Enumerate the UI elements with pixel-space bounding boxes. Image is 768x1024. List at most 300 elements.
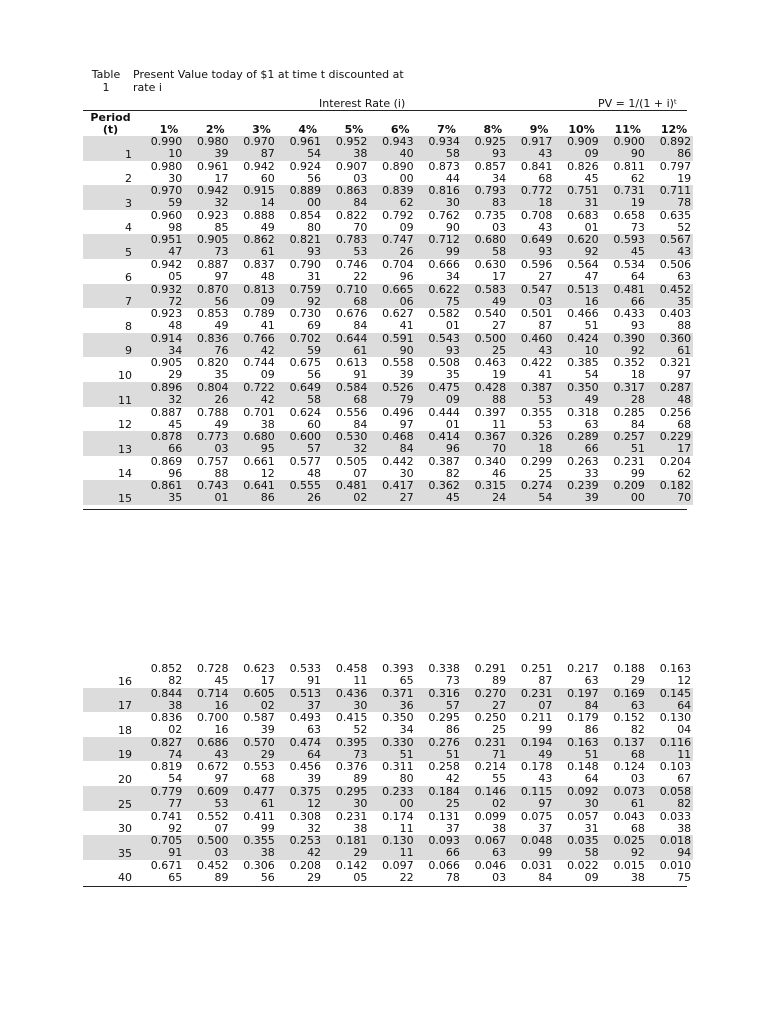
value-cell: 0.671 65 [150, 858, 183, 884]
value-cell: 0.043 68 [613, 809, 645, 835]
value-cell: 0.360 61 [647, 333, 693, 358]
value-cell: 0.137 68 [601, 737, 647, 762]
value-cell: 0.960 98 [150, 208, 183, 234]
value-cell: 0.146 02 [462, 786, 508, 811]
value-cell: 0.789 41 [243, 307, 275, 333]
value-cell: 0.870 56 [184, 284, 230, 309]
value-cell: 0.181 29 [323, 835, 369, 860]
value-cell: 0.475 09 [416, 382, 462, 407]
value-cell: 0.582 01 [428, 307, 460, 333]
value-cell: 0.591 90 [369, 333, 415, 358]
value-cell: 0.046 03 [474, 858, 507, 884]
value-cell: 0.863 84 [323, 185, 369, 210]
value-cell: 0.744 09 [243, 356, 275, 382]
value-cell: 0.142 05 [335, 858, 368, 884]
value-cell: 0.889 00 [277, 185, 323, 210]
value-cell: 0.229 17 [647, 431, 693, 456]
value-cell: 0.686 43 [184, 737, 230, 762]
value-cell: 0.513 16 [554, 284, 600, 309]
header-rule [83, 110, 687, 111]
value-cell: 0.731 19 [601, 185, 647, 210]
value-cell: 0.730 69 [289, 307, 322, 333]
value-cell: 0.208 29 [289, 858, 322, 884]
value-cell: 0.066 78 [428, 858, 460, 884]
value-cell: 0.367 70 [462, 431, 508, 456]
value-cell: 0.010 75 [659, 858, 692, 884]
value-cell: 0.567 43 [647, 234, 693, 259]
value-cell: 0.352 18 [613, 356, 645, 382]
value-cell: 0.493 63 [289, 711, 322, 737]
value-cell: 0.923 48 [150, 307, 183, 333]
value-cell: 0.179 86 [567, 711, 599, 737]
value-cell: 0.552 07 [197, 809, 229, 835]
period-cell: 35 [83, 835, 138, 860]
value-cell: 0.822 70 [335, 208, 368, 234]
value-cell: 0.355 38 [231, 835, 277, 860]
value-cell: 0.630 17 [474, 257, 507, 283]
table-row [83, 308, 693, 333]
value-cell: 0.804 26 [184, 382, 230, 407]
value-cell: 0.214 55 [474, 760, 507, 786]
value-cell: 0.970 59 [138, 185, 184, 210]
value-cell: 0.905 29 [150, 356, 183, 382]
value-cell: 0.258 42 [428, 760, 460, 786]
value-cell: 0.658 73 [613, 208, 645, 234]
value-cell: 0.583 49 [462, 284, 508, 309]
present-value-table-continued [83, 663, 693, 884]
value-cell: 0.924 56 [289, 159, 322, 185]
value-cell: 0.821 93 [277, 234, 323, 259]
table-row [83, 480, 693, 505]
table-row [83, 811, 693, 836]
value-cell: 0.231 38 [335, 809, 368, 835]
table-row [83, 761, 693, 786]
value-cell: 0.952 38 [323, 136, 369, 161]
rate-header: 7% [437, 123, 456, 136]
value-cell: 0.276 51 [416, 737, 462, 762]
table-row [83, 663, 693, 688]
value-cell: 0.018 94 [647, 835, 693, 860]
table-body-2 [83, 663, 693, 884]
value-cell: 0.741 92 [150, 809, 183, 835]
value-cell: 0.184 25 [416, 786, 462, 811]
value-cell: 0.837 48 [243, 257, 275, 283]
value-cell: 0.067 63 [462, 835, 508, 860]
value-cell: 0.783 53 [323, 234, 369, 259]
period-cell: 12 [118, 418, 132, 432]
value-cell: 0.048 99 [508, 835, 554, 860]
value-cell: 0.757 88 [197, 454, 229, 480]
value-cell: 0.627 41 [382, 307, 414, 333]
value-cell: 0.075 37 [520, 809, 553, 835]
value-cell: 0.792 09 [382, 208, 414, 234]
value-cell: 0.556 84 [335, 405, 368, 431]
value-cell: 0.097 22 [382, 858, 414, 884]
value-cell: 0.338 73 [428, 662, 460, 687]
table-row [83, 737, 693, 762]
value-cell: 0.194 49 [508, 737, 554, 762]
value-cell: 0.501 87 [520, 307, 553, 333]
table-row [83, 333, 693, 358]
value-cell: 0.584 68 [323, 382, 369, 407]
value-cell: 0.613 91 [335, 356, 368, 382]
value-cell: 0.233 00 [369, 786, 415, 811]
table-title: Present Value today of $1 at time t discounted at rate i [133, 68, 404, 94]
value-cell: 0.526 79 [369, 382, 415, 407]
table-header-row [83, 112, 693, 136]
period-cell: 11 [83, 382, 138, 407]
value-cell: 0.375 12 [277, 786, 323, 811]
value-cell: 0.577 48 [289, 454, 322, 480]
value-cell: 0.350 34 [382, 711, 414, 737]
value-cell: 0.163 12 [659, 662, 692, 687]
value-cell: 0.116 11 [647, 737, 693, 762]
value-cell: 0.772 18 [508, 185, 554, 210]
value-cell: 0.543 93 [416, 333, 462, 358]
value-cell: 0.708 43 [520, 208, 553, 234]
period-cell: 15 [83, 480, 138, 505]
value-cell: 0.474 64 [277, 737, 323, 762]
value-cell: 0.103 67 [659, 760, 692, 786]
table-row [83, 835, 693, 860]
value-cell: 0.587 39 [243, 711, 275, 737]
period-cell: 25 [83, 786, 138, 811]
present-value-table [83, 112, 693, 505]
value-cell: 0.900 90 [601, 136, 647, 161]
value-cell: 0.788 49 [197, 405, 229, 431]
value-cell: 0.057 31 [567, 809, 599, 835]
value-cell: 0.178 43 [520, 760, 553, 786]
value-cell: 0.813 09 [231, 284, 277, 309]
value-cell: 0.169 63 [601, 688, 647, 713]
rate-header: 6% [390, 123, 410, 136]
value-cell: 0.458 11 [335, 662, 368, 687]
value-cell: 0.564 47 [567, 257, 599, 283]
table-row [83, 456, 693, 481]
period-cell: 8 [125, 319, 132, 333]
period-cell: 19 [83, 737, 138, 762]
table-row [83, 688, 693, 713]
value-cell: 0.816 30 [416, 185, 462, 210]
rate-header: 5% [344, 123, 364, 136]
table-continued-bottom-rule [83, 886, 687, 887]
period-cell: 9 [83, 333, 138, 358]
value-cell: 0.762 90 [428, 208, 460, 234]
value-cell: 0.031 84 [520, 858, 553, 884]
value-cell: 0.311 80 [382, 760, 414, 786]
value-cell: 0.766 42 [231, 333, 277, 358]
value-cell: 0.942 32 [184, 185, 230, 210]
value-cell: 0.743 01 [184, 480, 230, 505]
value-cell: 0.124 03 [613, 760, 645, 786]
value-cell: 0.130 11 [369, 835, 415, 860]
value-cell: 0.428 88 [462, 382, 508, 407]
value-cell: 0.596 27 [520, 257, 553, 283]
value-cell: 0.330 51 [369, 737, 415, 762]
value-cell: 0.393 65 [382, 662, 414, 687]
value-cell: 0.433 93 [613, 307, 645, 333]
value-cell: 0.099 38 [474, 809, 507, 835]
value-cell: 0.306 56 [243, 858, 275, 884]
value-cell: 0.570 29 [231, 737, 277, 762]
value-cell: 0.506 63 [659, 257, 692, 283]
value-cell: 0.182 70 [647, 480, 693, 505]
value-cell: 0.705 91 [138, 835, 184, 860]
value-cell: 0.728 45 [197, 662, 229, 687]
value-cell: 0.819 54 [150, 760, 183, 786]
value-cell: 0.609 53 [184, 786, 230, 811]
value-cell: 0.644 61 [323, 333, 369, 358]
value-cell: 0.422 41 [520, 356, 553, 382]
rate-header: 11% [614, 123, 641, 136]
value-cell: 0.735 03 [474, 208, 507, 234]
value-cell: 0.553 68 [243, 760, 275, 786]
value-cell: 0.970 87 [231, 136, 277, 161]
value-cell: 0.350 49 [554, 382, 600, 407]
value-cell: 0.414 96 [416, 431, 462, 456]
value-cell: 0.641 86 [231, 480, 277, 505]
value-cell: 0.873 44 [428, 159, 460, 185]
value-cell: 0.513 37 [277, 688, 323, 713]
value-cell: 0.555 26 [277, 480, 323, 505]
value-cell: 0.892 86 [647, 136, 693, 161]
table-body-1 [83, 136, 693, 505]
value-cell: 0.593 45 [601, 234, 647, 259]
value-cell: 0.387 82 [428, 454, 460, 480]
value-cell: 0.635 52 [659, 208, 692, 234]
value-cell: 0.878 66 [138, 431, 184, 456]
value-cell: 0.932 72 [138, 284, 184, 309]
value-cell: 0.257 51 [601, 431, 647, 456]
value-cell: 0.942 60 [243, 159, 275, 185]
pv-formula: PV = 1/(1 + i)ᵗ [598, 97, 678, 110]
value-cell: 0.033 38 [659, 809, 692, 835]
value-cell: 0.666 34 [428, 257, 460, 283]
period-cell: 10 [118, 368, 132, 382]
rate-header: 9% [529, 123, 549, 136]
value-cell: 0.990 10 [138, 136, 184, 161]
value-cell: 0.811 62 [613, 159, 645, 185]
value-cell: 0.287 48 [647, 382, 693, 407]
value-cell: 0.773 03 [184, 431, 230, 456]
value-cell: 0.209 00 [601, 480, 647, 505]
value-cell: 0.376 89 [335, 760, 368, 786]
value-cell: 0.355 53 [520, 405, 553, 431]
value-cell: 0.015 38 [613, 858, 645, 884]
value-cell: 0.558 39 [382, 356, 414, 382]
value-cell: 0.317 28 [601, 382, 647, 407]
period-cell: 16 [118, 674, 132, 688]
value-cell: 0.844 38 [138, 688, 184, 713]
value-cell: 0.093 66 [416, 835, 462, 860]
table-row [83, 161, 693, 186]
value-cell: 0.852 82 [150, 662, 183, 687]
value-cell: 0.826 45 [567, 159, 599, 185]
value-cell: 0.291 89 [474, 662, 507, 687]
period-cell: 7 [83, 284, 138, 309]
value-cell: 0.700 16 [197, 711, 229, 737]
value-cell: 0.025 92 [601, 835, 647, 860]
value-cell: 0.217 63 [567, 662, 599, 687]
rate-header: 2% [205, 123, 225, 136]
value-cell: 0.295 86 [428, 711, 460, 737]
value-cell: 0.547 03 [508, 284, 554, 309]
value-cell: 0.665 06 [369, 284, 415, 309]
table-row [83, 185, 693, 210]
period-cell: 18 [118, 723, 132, 737]
value-cell: 0.500 25 [462, 333, 508, 358]
table-row [83, 234, 693, 259]
value-cell: 0.888 49 [243, 208, 275, 234]
value-cell: 0.923 85 [197, 208, 229, 234]
period-cell: 13 [83, 431, 138, 456]
value-cell: 0.861 35 [138, 480, 184, 505]
value-cell: 0.152 82 [613, 711, 645, 737]
value-cell: 0.820 35 [197, 356, 229, 382]
value-cell: 0.092 30 [554, 786, 600, 811]
table-row [83, 259, 693, 284]
value-cell: 0.704 96 [382, 257, 414, 283]
value-cell: 0.839 62 [369, 185, 415, 210]
value-cell: 0.371 36 [369, 688, 415, 713]
value-cell: 0.854 80 [289, 208, 322, 234]
value-cell: 0.942 05 [150, 257, 183, 283]
value-cell: 0.058 82 [647, 786, 693, 811]
period-header: Period (t) [90, 111, 131, 136]
value-cell: 0.905 73 [184, 234, 230, 259]
value-cell: 0.505 07 [335, 454, 368, 480]
table-row [83, 210, 693, 235]
value-cell: 0.316 57 [416, 688, 462, 713]
value-cell: 0.444 01 [428, 405, 460, 431]
value-cell: 0.131 37 [428, 809, 460, 835]
value-cell: 0.836 76 [184, 333, 230, 358]
value-cell: 0.712 99 [416, 234, 462, 259]
value-cell: 0.148 64 [567, 760, 599, 786]
value-cell: 0.315 24 [462, 480, 508, 505]
value-cell: 0.285 84 [613, 405, 645, 431]
value-cell: 0.951 47 [138, 234, 184, 259]
value-cell: 0.907 03 [335, 159, 368, 185]
value-cell: 0.174 11 [382, 809, 414, 835]
value-cell: 0.917 43 [508, 136, 554, 161]
value-cell: 0.980 30 [150, 159, 183, 185]
value-cell: 0.683 01 [567, 208, 599, 234]
value-cell: 0.417 27 [369, 480, 415, 505]
value-cell: 0.481 66 [601, 284, 647, 309]
value-cell: 0.397 11 [474, 405, 507, 431]
value-cell: 0.914 34 [138, 333, 184, 358]
period-cell: 30 [118, 822, 132, 836]
value-cell: 0.887 45 [150, 405, 183, 431]
period-cell: 40 [118, 871, 132, 885]
value-cell: 0.649 93 [508, 234, 554, 259]
value-cell: 0.340 46 [474, 454, 507, 480]
value-cell: 0.534 64 [613, 257, 645, 283]
value-cell: 0.481 02 [323, 480, 369, 505]
value-cell: 0.452 89 [197, 858, 229, 884]
value-cell: 0.751 31 [554, 185, 600, 210]
period-cell: 6 [125, 270, 132, 284]
value-cell: 0.326 18 [508, 431, 554, 456]
value-cell: 0.747 26 [369, 234, 415, 259]
value-cell: 0.411 99 [243, 809, 275, 835]
value-cell: 0.442 30 [382, 454, 414, 480]
value-cell: 0.887 97 [197, 257, 229, 283]
period-cell: 14 [118, 467, 132, 481]
value-cell: 0.145 64 [647, 688, 693, 713]
value-cell: 0.836 02 [150, 711, 183, 737]
value-cell: 0.295 30 [323, 786, 369, 811]
value-cell: 0.540 27 [474, 307, 507, 333]
value-cell: 0.605 02 [231, 688, 277, 713]
value-cell: 0.274 54 [508, 480, 554, 505]
value-cell: 0.623 17 [243, 662, 275, 687]
value-cell: 0.675 56 [289, 356, 322, 382]
value-cell: 0.308 32 [289, 809, 322, 835]
value-cell: 0.211 99 [520, 711, 553, 737]
value-cell: 0.500 03 [184, 835, 230, 860]
value-cell: 0.496 97 [382, 405, 414, 431]
value-cell: 0.188 29 [613, 662, 645, 687]
value-cell: 0.362 45 [416, 480, 462, 505]
value-cell: 0.415 52 [335, 711, 368, 737]
period-cell: 17 [83, 688, 138, 713]
value-cell: 0.853 49 [197, 307, 229, 333]
value-cell: 0.600 57 [277, 431, 323, 456]
value-cell: 0.746 22 [335, 257, 368, 283]
period-cell: 3 [83, 185, 138, 210]
table-row [83, 136, 693, 161]
rate-header: 4% [298, 123, 318, 136]
interest-rate-label: Interest Rate (i) [319, 97, 406, 110]
value-cell: 0.387 53 [508, 382, 554, 407]
value-cell: 0.253 42 [277, 835, 323, 860]
rate-header: 12% [660, 123, 688, 136]
value-cell: 0.452 35 [647, 284, 693, 309]
value-cell: 0.680 58 [462, 234, 508, 259]
value-cell: 0.508 35 [428, 356, 460, 382]
value-cell: 0.701 38 [243, 405, 275, 431]
value-cell: 0.197 84 [554, 688, 600, 713]
value-cell: 0.289 66 [554, 431, 600, 456]
value-cell: 0.256 68 [659, 405, 692, 431]
value-cell: 0.460 43 [508, 333, 554, 358]
period-cell: 20 [118, 772, 132, 786]
value-cell: 0.915 14 [231, 185, 277, 210]
value-cell: 0.321 97 [659, 356, 692, 382]
table-row [83, 712, 693, 737]
rate-header: 10% [568, 123, 595, 136]
value-cell: 0.204 62 [659, 454, 692, 480]
value-cell: 0.477 61 [231, 786, 277, 811]
value-cell: 0.073 61 [601, 786, 647, 811]
value-cell: 0.661 12 [243, 454, 275, 480]
table-row [83, 284, 693, 309]
value-cell: 0.857 34 [474, 159, 507, 185]
value-cell: 0.456 39 [289, 760, 322, 786]
value-cell: 0.680 95 [231, 431, 277, 456]
value-cell: 0.385 54 [567, 356, 599, 382]
value-cell: 0.251 87 [520, 662, 553, 687]
rate-header: 1% [159, 123, 179, 136]
value-cell: 0.827 74 [138, 737, 184, 762]
period-cell: 5 [83, 234, 138, 259]
table-label: Table 1 [91, 68, 121, 94]
value-cell: 0.231 71 [462, 737, 508, 762]
value-cell: 0.130 04 [659, 711, 692, 737]
value-cell: 0.710 68 [323, 284, 369, 309]
